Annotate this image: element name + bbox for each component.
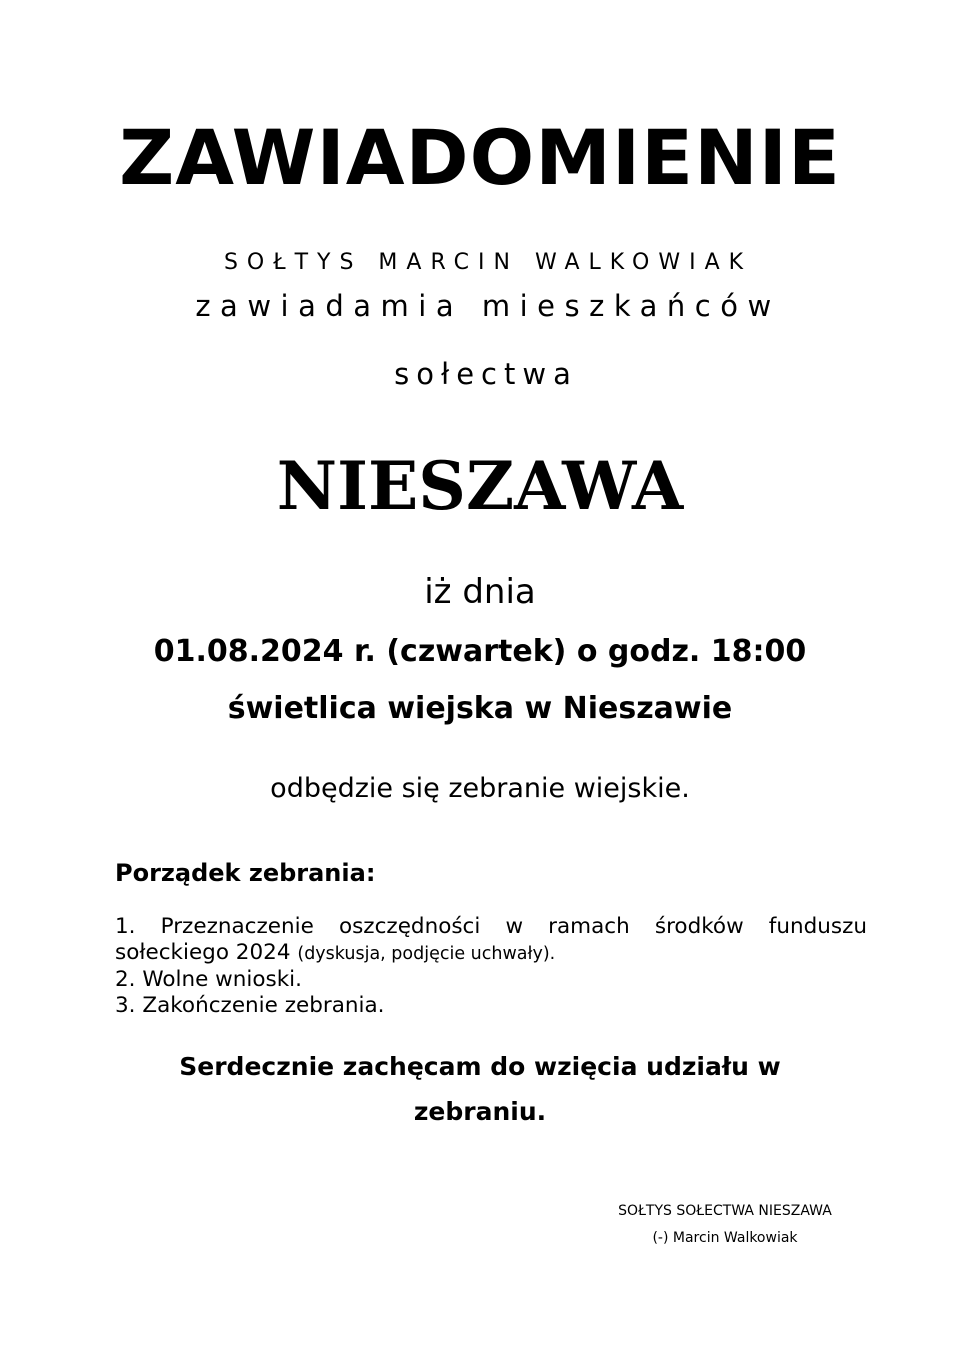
signature-block — [600, 1198, 850, 1252]
agenda-item — [115, 967, 867, 993]
document-title: ZAWIADOMIENIE — [119, 113, 841, 202]
event-description: odbędzie się zebranie wiejskie. — [270, 773, 690, 804]
agenda-item-text: 3. Zakończenie zebrania. — [115, 993, 385, 1018]
meeting-place: świetlica wiejska w Nieszawie — [227, 691, 733, 726]
agenda-heading: Porządek zebrania: — [115, 859, 376, 887]
agenda-item — [115, 914, 867, 967]
agenda-item — [115, 993, 867, 1019]
agenda-list — [115, 914, 867, 1019]
meeting-date-time: 01.08.2024 r. (czwartek) o godz. 18:00 — [153, 634, 807, 669]
closing-invitation — [140, 1044, 820, 1134]
signature-name: (-) Marcin Walkowiak — [652, 1230, 798, 1246]
agenda-item-text: 2. Wolne wnioski. — [115, 967, 302, 992]
solectwo-line: sołectwa — [394, 357, 578, 391]
closing-line-2: zebraniu. — [413, 1097, 547, 1126]
signature-role: SOŁTYS SOŁECTWA NIESZAWA — [618, 1203, 832, 1219]
village-name: NIESZAWA — [276, 447, 684, 525]
soltys-name-line: SOŁTYS MARCIN WALKOWIAK — [223, 250, 753, 275]
agenda-item-note: (dyskusja, podjęcie uchwały). — [297, 944, 556, 964]
closing-line-1: Serdecznie zachęcam do wzięcia udziału w — [179, 1052, 781, 1081]
agenda-item-text: 1. Przeznaczenie oszczędności w ramach środków funduszu sołeckiego 2024 — [115, 914, 867, 965]
notifies-residents-line: zawiadamia mieszkańców — [195, 289, 781, 323]
intro-line: iż dnia — [424, 572, 536, 612]
